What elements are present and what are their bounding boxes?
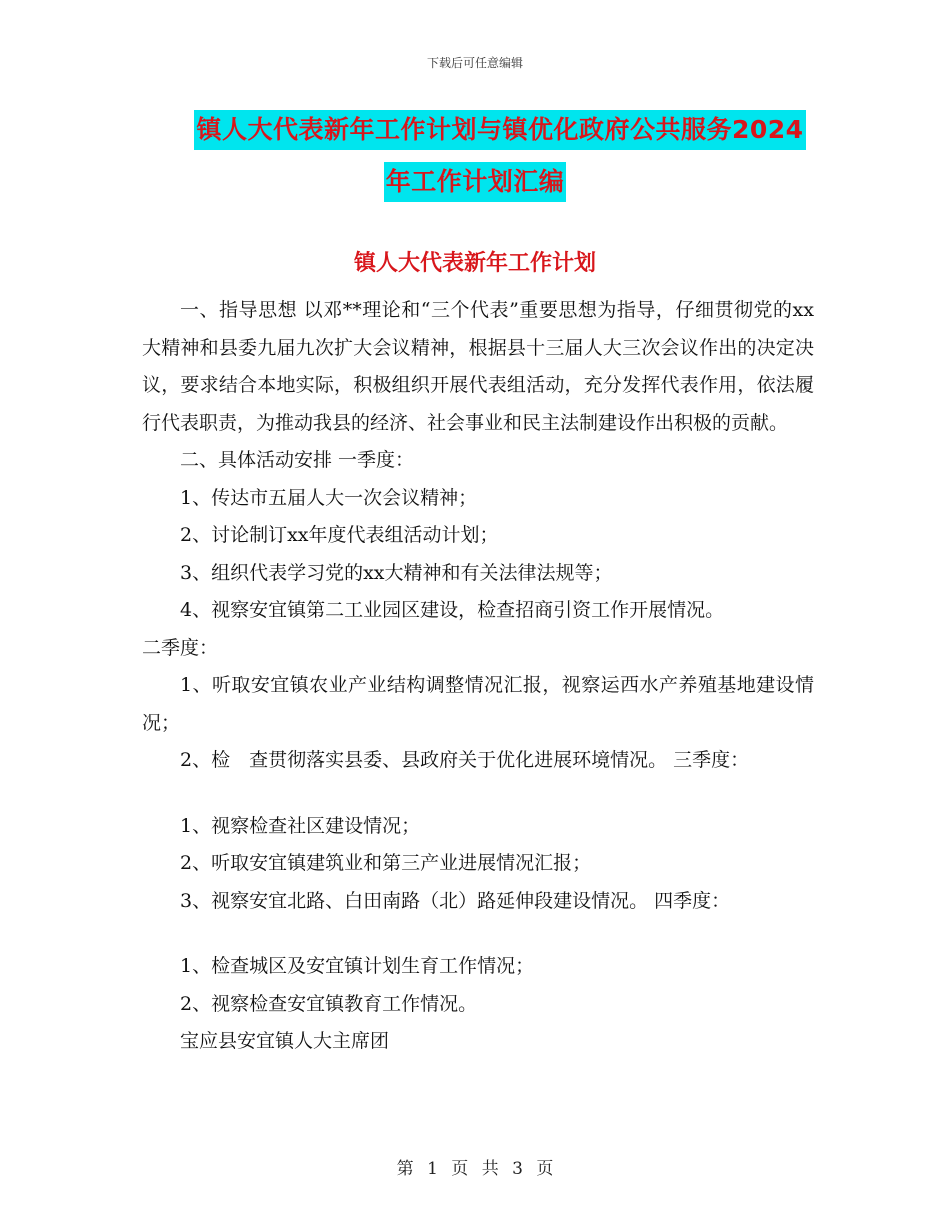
paragraph-activity-plan-q1: 二、具体活动安排 一季度： <box>180 449 415 471</box>
page-label-mid: 页 <box>451 1159 469 1179</box>
paragraph-guiding-ideology: 一、指导思想 以邓**理论和“三个代表”重要思想为指导，仔细贯彻党的xx大精神和县委九届九次扩大会议精神，根据县十三届人大三次会议作出的决定决议，要求结合本地实际，积极组织开展代表组活动，充分发挥代表作用，依法履行代表职责，为推动我县的经济、社会事业和民主法制建设作出积极的贡献。 <box>142 299 814 434</box>
list-item: 1、视察检查社区建设情况； <box>180 814 421 837</box>
list-item: 3、视察安宜北路、白田南路（北）路延伸段建设情况。 四季度： <box>180 889 731 912</box>
list-item: 2、视察检查安宜镇教育工作情况。 <box>180 992 478 1015</box>
page-number-footer <box>0 1154 950 1179</box>
section-heading: 镇人大代表新年工作计划 <box>353 251 596 276</box>
document-title <box>0 110 950 202</box>
document-body <box>142 292 814 1061</box>
list-item: 2、讨论制订xx年度代表组活动计划； <box>180 524 499 546</box>
title-line-2: 年工作计划汇编 <box>384 162 567 202</box>
page-total: 3 <box>512 1159 523 1179</box>
quarter-heading-q2: 二季度： <box>142 636 219 659</box>
list-item: 4、视察安宜镇第二工业园区建设，检查招商引资工作开展情况。 <box>180 599 725 621</box>
page-current: 1 <box>427 1159 438 1179</box>
title-line-1: 镇人大代表新年工作计划与镇优化政府公共服务2024 <box>194 110 805 150</box>
list-item: 1、检查城区及安宜镇计划生育工作情况； <box>180 955 535 977</box>
signature-organization: 宝应县安宜镇人大主席团 <box>180 1030 390 1052</box>
page-label-total-prefix: 共 <box>481 1159 499 1179</box>
page-label-prefix: 第 <box>396 1159 414 1179</box>
list-item: 3、组织代表学习党的xx大精神和有关法律法规等； <box>180 561 613 584</box>
header-note: 下载后可任意编辑 <box>426 56 523 70</box>
list-item: 2、检 查贯彻落实县委、县政府关于优化进展环境情况。 三季度： <box>180 749 750 771</box>
list-item: 2、听取安宜镇建筑业和第三产业进展情况汇报； <box>180 852 592 874</box>
page-label-suffix: 页 <box>536 1159 554 1179</box>
list-item: 1、传达市五届人大一次会议精神； <box>180 486 478 509</box>
list-item: 1、听取安宜镇农业产业结构调整情况汇报，视察运西水产养殖基地建设情况； <box>142 674 814 734</box>
